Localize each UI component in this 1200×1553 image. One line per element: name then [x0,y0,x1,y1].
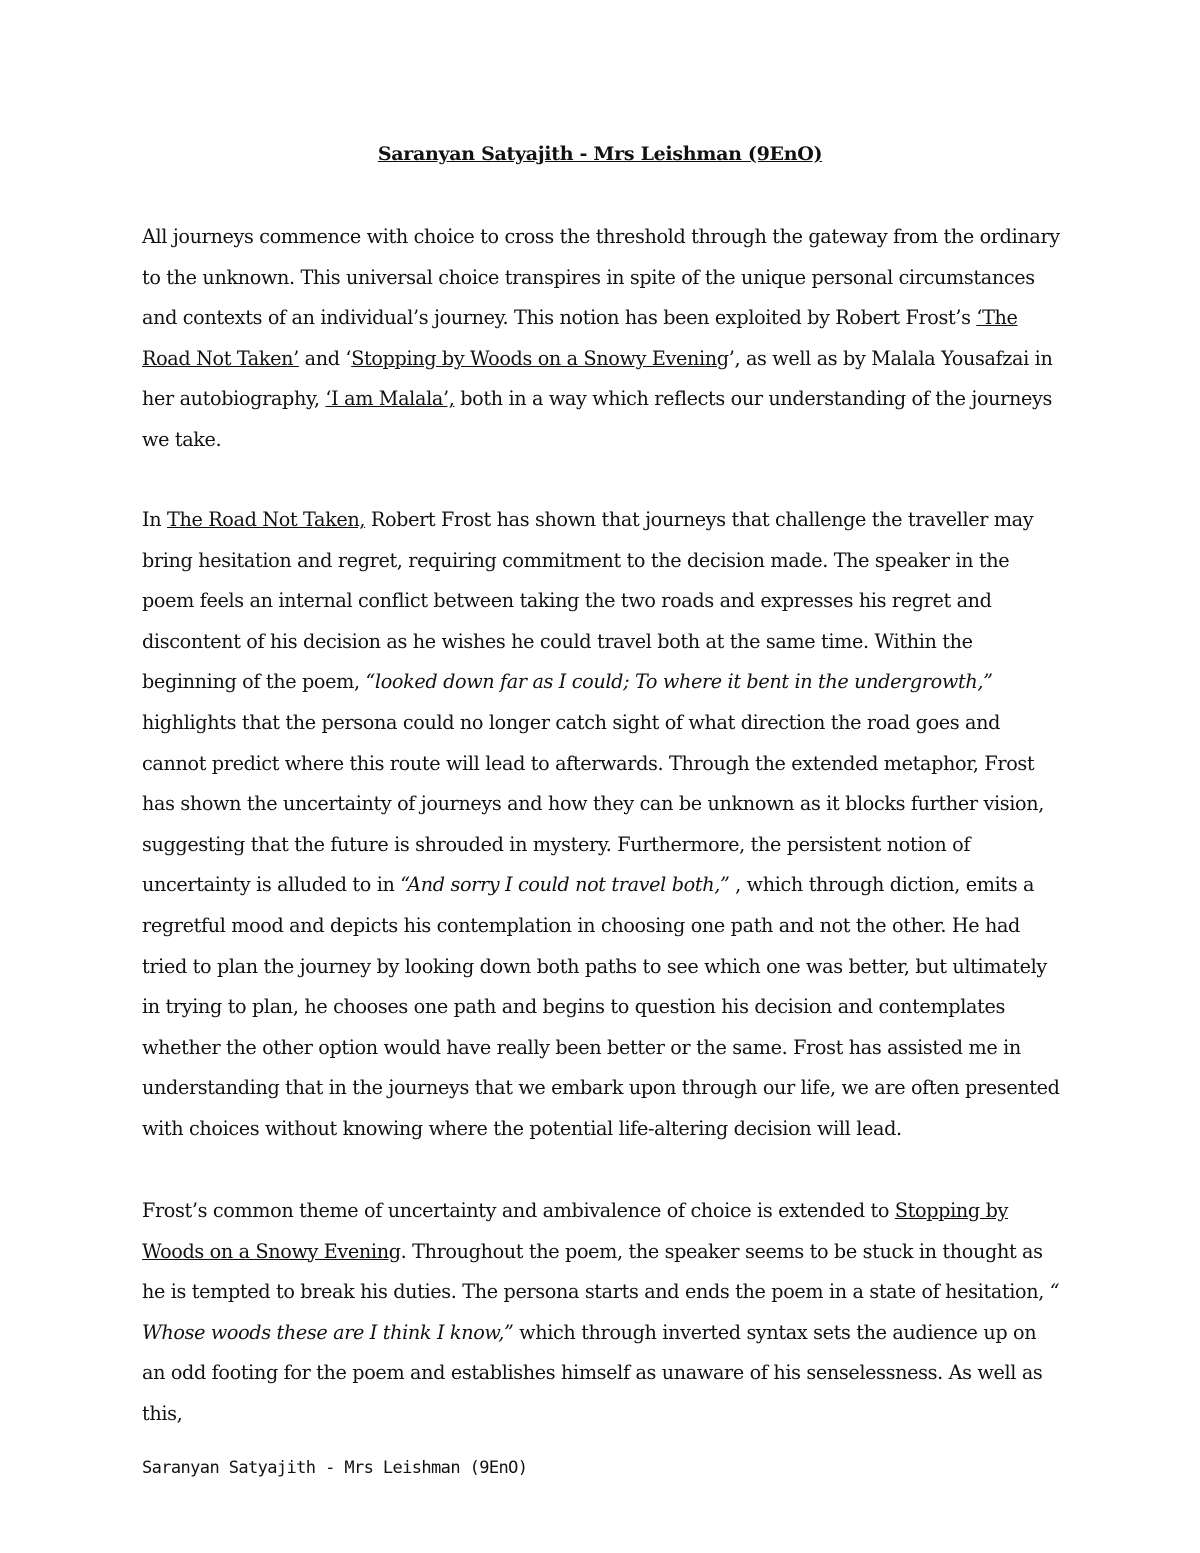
work-title-stopping-by-woods: Stopping by Woods on a Snowy Evening [142,1199,1008,1263]
text-run: ’, as well as by Malala Yousafzai in her autobiography, [142,346,1053,411]
text-run: highlights that the persona could no longer catch sight of what direction the road goes and cannot predict where this route will lead to afterwards. Through the extended metaphor, Frost has shown the uncertainty of journeys and how they can be unknown as it blocks further vision, suggesting that the future is shrouded in mystery. Furthermore, the persistent notion of uncertainty is alluded to in [142,710,1044,897]
work-title-i-am-malala: ‘I am Malala’, [325,387,455,411]
text-run: All journeys commence with choice to cross the threshold through the gateway from the ordinary to the unknown. This universal choice transpires in spite of the unique personal circumstances and contexts of an individual’s journey. This notion has been exploited by Robert Frost’s [142,225,1060,330]
page-title: Saranyan Satyajith - Mrs Leishman (9EnO) [377,143,823,165]
text-run: . Throughout the poem, the speaker seems to be stuck in thought as he is tempted to break his duties. The persona starts and ends the poem in a state of hesitation, [142,1239,1050,1304]
poem-quote: “And sorry I could not travel both,” [400,873,730,897]
paragraph-introduction [142,217,1062,461]
paragraph-road-not-taken [142,500,1062,1150]
page-footer: Saranyan Satyajith - Mrs Leishman (9EnO) [142,1458,528,1478]
text-run: , which through diction, emits a regretful mood and depicts his contemplation in choosing one path and not the other. He had tried to plan the journey by looking down both paths to see which one was better, but ultimately in trying to plan, he chooses one path and begins to question his decision and contemplates whether the other option would have really been better or the same. Frost has assisted me in understanding that in the journeys that we embark upon through our life, we are often presented with choices without knowing where the potential life-altering decision will lead. [142,873,1060,1140]
poem-quote: “ Whose woods these are I think I know,” [142,1280,1060,1344]
work-title-road-not-taken: ‘The Road Not Taken’ [142,306,1018,370]
work-title-stopping-by-woods: Stopping by Woods on a Snowy Evening [351,346,729,370]
work-title-road-not-taken: The Road Not Taken, [167,508,366,531]
text-run: In [142,508,167,531]
text-run: Robert Frost has shown that journeys that challenge the traveller may bring hesitation and regret, requiring commitment to the decision made. The speaker in the poem feels an internal conflict between taking the two roads and expresses his regret and discontent of his decision as he wishes he could travel both at the same time. Within the beginning of the poem, [142,508,1034,694]
text-run: and ‘ [298,346,352,370]
text-run: which through inverted syntax sets the audience up on an odd footing for the poem and establishes himself as unaware of his senselessness. As well as this, [142,1320,1043,1425]
text-run: both in a way which reflects our understanding of the journeys we take. [142,387,1053,451]
poem-quote: “looked down far as I could; To where it bent in the undergrowth,” [365,670,993,694]
text-run: Frost’s common theme of uncertainty and ambivalence of choice is extended to [142,1199,895,1222]
paragraph-stopping-by-woods [142,1191,1062,1435]
